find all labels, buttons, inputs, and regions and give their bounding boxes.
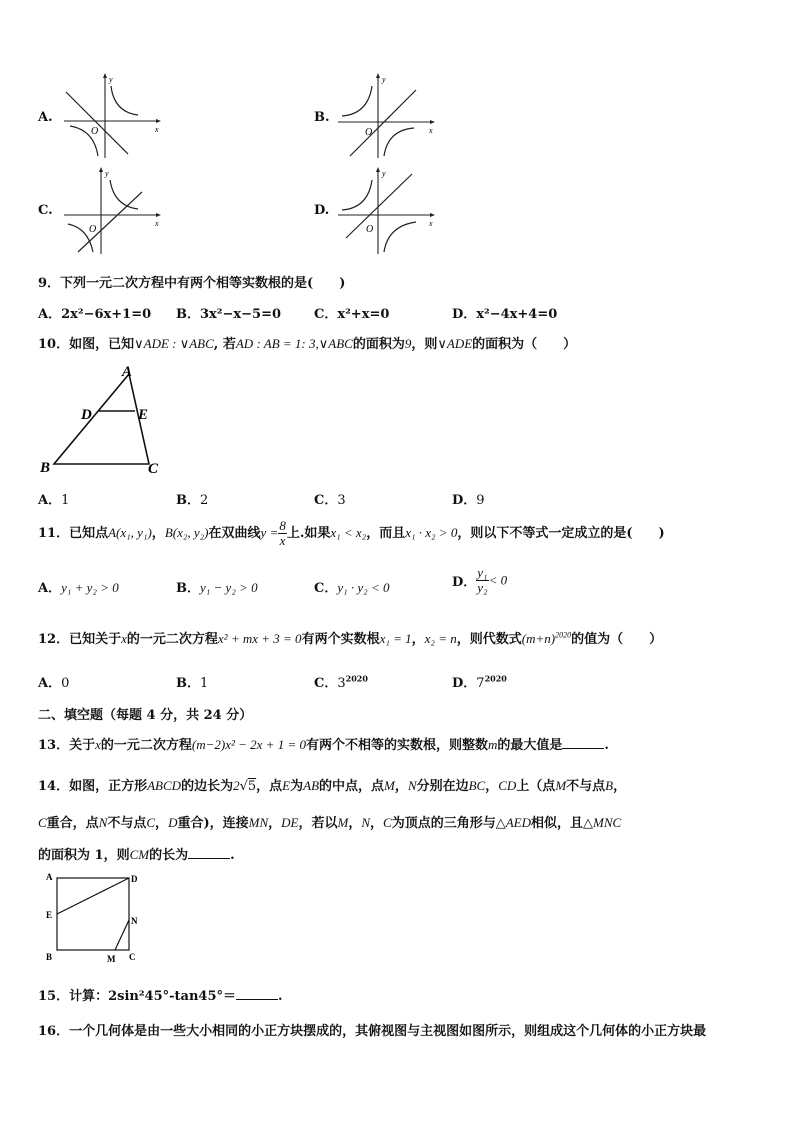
q14-line-2: C重合，点N不与点C，D重合)，连接MN，DE，若以M，N，C为顶点的三角形与△AED相似，且△MNC xyxy=(38,815,622,831)
q15-stem: 15．计算：2sin²45°-tan45°＝ . xyxy=(38,989,283,1004)
q14-label-d: D xyxy=(131,874,138,884)
q9-option-c: C．x²+x=0 xyxy=(314,307,390,322)
q8-d-x-label: x xyxy=(429,219,433,228)
q10-label-d: D xyxy=(81,407,92,423)
q11-option-c: C．y₁ · y₂ < 0 xyxy=(314,580,390,596)
q10-stem: 10．如图，已知∨ADE : ∨ABC, 若AD : AB = 1: 3,∨ABC的面积为9，则∨ADE的面积为（ ） xyxy=(38,336,577,352)
q12-option-c: C．$3^{2020}$ xyxy=(314,673,368,691)
q10-option-d: D．9 xyxy=(452,493,485,508)
q10-label-b: B xyxy=(40,460,51,476)
q9-number: 9． xyxy=(38,276,61,291)
q12-option-b: B．1 xyxy=(176,676,209,691)
q12-option-a: A．0 xyxy=(38,676,70,691)
q8-option-c-graph xyxy=(58,166,168,258)
q8-option-b-label: B. xyxy=(314,110,330,125)
q14-label-b: B xyxy=(46,952,53,962)
q14-label-e: E xyxy=(46,910,53,920)
q10-option-a: A．1 xyxy=(38,493,70,508)
q8-d-origin: O xyxy=(366,224,374,235)
q8-b-origin: O xyxy=(365,127,373,138)
q8-option-c-label: C. xyxy=(38,203,53,218)
q10-label-e: E xyxy=(138,407,149,423)
q8-a-origin: O xyxy=(91,126,99,137)
q14-square-figure xyxy=(42,868,152,966)
q14-label-n: N xyxy=(131,916,138,926)
q8-d-y-label: y xyxy=(382,169,386,178)
q8-c-y-label: y xyxy=(105,169,109,178)
q10-option-b: B．2 xyxy=(176,493,209,508)
q15-answer-blank[interactable] xyxy=(236,987,278,1000)
q8-c-origin: O xyxy=(89,224,97,235)
q8-b-x-label: x xyxy=(429,126,433,135)
q11-stem: 11．已知点A(x₁, y₁)，B(x₂, y₂)在双曲线y = $\frac{8}{x}$ 上.如果x₁ < x₂，而且x₁ · x₂ > 0，则以下不等式一定成立的是( ) xyxy=(38,518,665,548)
q8-option-d-label: D. xyxy=(314,203,330,218)
q9-stem xyxy=(38,272,345,291)
q8-option-a-label: A. xyxy=(38,110,53,125)
q8-b-y-label: y xyxy=(382,75,386,84)
q10-triangle-figure xyxy=(36,362,166,480)
q8-option-b-graph xyxy=(332,72,442,162)
q13-stem: 13．关于x的一元二次方程(m−2)x² − 2x + 1 = 0有两个不相等的实数根，则整数m的最大值是 . xyxy=(38,737,609,753)
q10-label-a: A xyxy=(122,364,133,380)
q11-option-d: D． $\frac{\text{y₁}}{\text{y₂}}$ < 0 xyxy=(452,565,508,595)
section-2-title: 二、填空题（每题 4 分，共 24 分） xyxy=(38,708,253,723)
q8-a-x-label: x xyxy=(155,125,159,134)
q9-option-b: B．3x²−x−5=0 xyxy=(176,307,282,322)
q14-line-3: 的面积为 1，则CM的长为 . xyxy=(38,847,235,863)
q8-a-y-label: y xyxy=(109,75,113,84)
q8-c-x-label: x xyxy=(155,219,159,228)
q11-option-b: B．y₁ − y₂ > 0 xyxy=(176,580,258,596)
q12-stem: 12．已知关于x的一元二次方程x² + mx + 3 = 0有两个实数根x₁ = 1，x₂ = n，则代数式$(m+n)^{2020}$的值为（ ） xyxy=(38,630,663,647)
q11-fraction: $\frac{8}{x}$ xyxy=(279,518,286,548)
q14-line-1: 14．如图，正方形ABCD的边长为2√5，点E为AB的中点，点M，N分别在边BC，CD上（点M不与点B， xyxy=(38,778,627,794)
q16-stem: 16．一个几何体是由一些大小相同的小正方块摆成的，其俯视图与主视图如图所示，则组成这个几何体的小正方块最 xyxy=(38,1024,707,1039)
q8-option-d-graph xyxy=(332,166,442,258)
q10-label-c: C xyxy=(148,461,159,477)
q8-option-a-graph xyxy=(58,72,168,162)
q13-answer-blank[interactable] xyxy=(562,736,604,749)
q9-option-a: A．2x²−6x+1=0 xyxy=(38,307,152,322)
q10-option-c: C．3 xyxy=(314,493,346,508)
q9-stem-text: 下列一元二次方程中有两个相等实数根的是( ) xyxy=(60,276,346,291)
q12-option-d: D．$7^{2020}$ xyxy=(452,673,507,691)
q14-label-a: A xyxy=(46,872,53,882)
q9-option-d: D．x²−4x+4=0 xyxy=(452,307,558,322)
q14-answer-blank[interactable] xyxy=(188,846,230,859)
q14-label-m: M xyxy=(107,954,116,964)
q11-option-a: A．y₁ + y₂ > 0 xyxy=(38,580,119,596)
q14-label-c: C xyxy=(129,952,136,962)
